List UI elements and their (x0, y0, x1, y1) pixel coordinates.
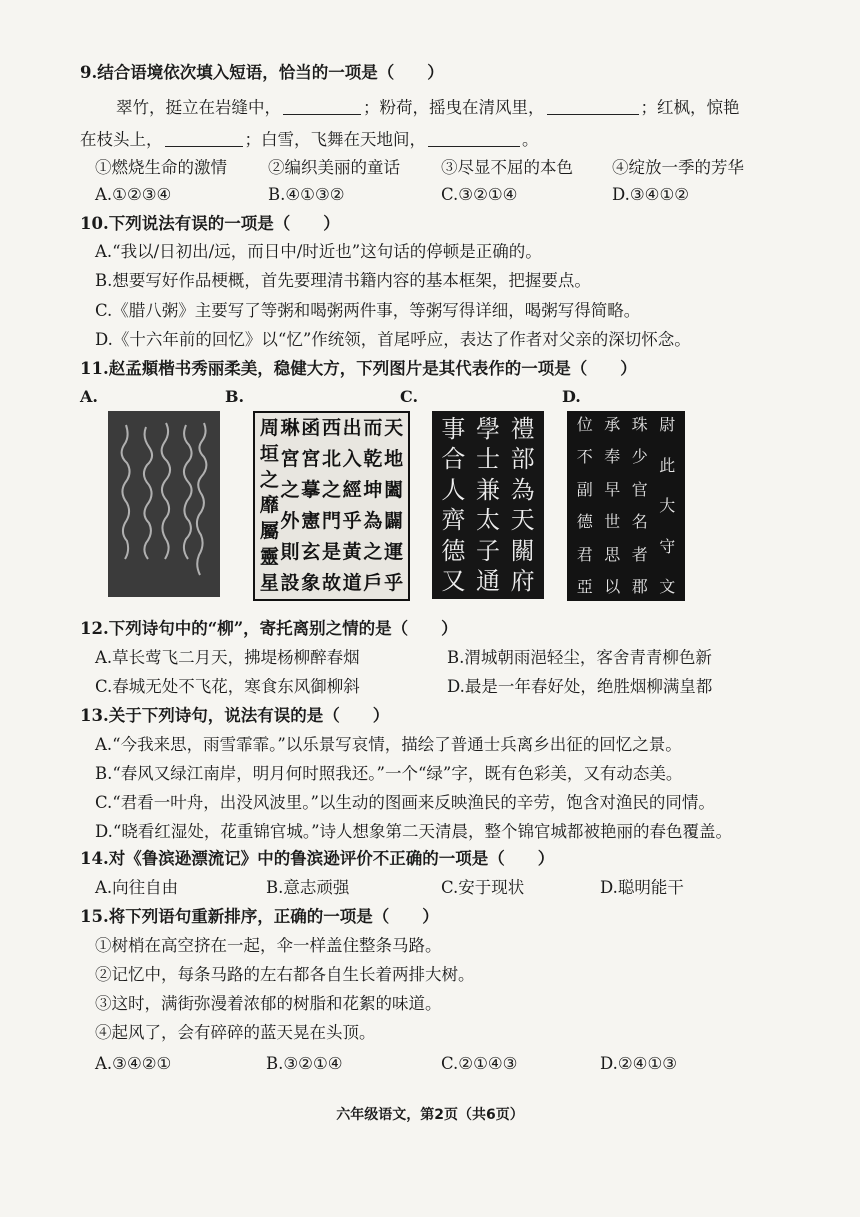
q14-option-c[interactable]: C.安于现状 (441, 878, 525, 897)
calligraphy-image-a[interactable] (108, 411, 220, 597)
q9-blank-3[interactable] (165, 130, 243, 147)
image-b-column-4: 西 北 之 門 是 故 (321, 417, 341, 594)
q14-option-a[interactable]: A.向往自由 (95, 878, 179, 897)
cursive-script-strokes (112, 417, 216, 591)
q9-blank-1[interactable] (283, 98, 361, 115)
page-footer: 六年级语文，第2页（共6页） (336, 1107, 524, 1123)
image-b-column-6: 琳 宮 之 外 則 設 (280, 417, 300, 594)
q11-label-d[interactable]: D. (562, 387, 581, 406)
image-c-column-1: 禮 部 為 天 關 府 (510, 415, 535, 595)
q9-context-part4: 在枝头上， (80, 130, 163, 149)
image-b-column-2: 而 乾 坤 為 之 戶 (363, 417, 383, 594)
q9-blank-2[interactable] (547, 98, 639, 115)
q10-option-b[interactable]: B.想要写好作品梗概，首先要理清书籍内容的基本框架，把握要点。 (95, 271, 591, 290)
image-b-column-1: 天 地 闔 闢 運 乎 (384, 417, 404, 594)
q15-sentence-4: ④起风了，会有碎碎的蓝天晃在头顶。 (95, 1023, 376, 1042)
q9-context-part3: ；红枫，惊艳 (640, 98, 740, 117)
q9-option-c[interactable]: C.③②①④ (441, 185, 518, 204)
q9-context-part5: ；白雪，飞舞在天地间， (244, 130, 426, 149)
q11-label-c[interactable]: C. (400, 387, 419, 406)
q15-sentence-3: ③这时，满街弥漫着浓郁的树脂和花絮的味道。 (95, 994, 442, 1013)
q9-blank-4[interactable] (428, 130, 520, 147)
q11-stem: 11.赵孟頫楷书秀丽柔美，稳健大方，下列图片是其代表作的一项是（ ） (80, 359, 637, 378)
q14-stem: 14.对《鲁滨逊漂流记》中的鲁滨逊评价不正确的一项是（ ） (80, 849, 555, 868)
image-b-column-5: 函 宮 摹 憲 玄 象 (301, 417, 321, 594)
q14-option-d[interactable]: D.聪明能干 (600, 878, 684, 897)
q12-option-d[interactable]: D.最是一年春好处，绝胜烟柳满皇都 (447, 677, 713, 696)
q9-option-b[interactable]: B.④①③② (268, 185, 345, 204)
q12-option-b[interactable]: B.渭城朝雨浥轻尘，客舍青青柳色新 (447, 648, 712, 667)
image-d-column-4: 位 不 副 德 君 亞 (576, 415, 593, 596)
q13-option-d[interactable]: D.“晓看红湿处，花重锦官城。”诗人想象第二天清晨，整个锦官城都被艳丽的春色覆盖。 (95, 822, 733, 841)
q10-option-c[interactable]: C.《腊八粥》主要写了等粥和喝粥两件事，等粥写得详细，喝粥写得简略。 (95, 301, 641, 320)
q10-option-d[interactable]: D.《十六年前的回忆》以“忆”作统领，首尾呼应，表达了作者对父亲的深切怀念。 (95, 330, 691, 349)
q11-label-b[interactable]: B. (225, 387, 245, 406)
image-b-column-3: 出 入 經 乎 黃 道 (342, 417, 362, 594)
q15-option-b[interactable]: B.③②①④ (266, 1054, 343, 1073)
q9-context-part1: 翠竹，挺立在岩缝中， (116, 98, 281, 117)
q9-phrase-4: ④绽放一季的芳华 (612, 158, 744, 177)
q14-option-b[interactable]: B.意志顽强 (266, 878, 350, 897)
calligraphy-image-b[interactable] (253, 411, 410, 601)
q9-option-d[interactable]: D.③④①② (612, 185, 690, 204)
q9-phrase-2: ②编织美丽的童话 (268, 158, 400, 177)
q11-label-a[interactable]: A. (80, 387, 98, 406)
calligraphy-image-c[interactable] (432, 411, 544, 599)
q15-option-c[interactable]: C.②①④③ (441, 1054, 518, 1073)
image-d-column-2: 珠 少 官 名 者 郡 (631, 415, 648, 596)
q9-context-part2: ；粉荷，摇曳在清风里， (363, 98, 545, 117)
image-b-column-7: 周 垣 之 靡 屬 靈 星 (259, 417, 279, 594)
image-c-column-3: 事 合 人 齊 德 又 (441, 415, 466, 595)
q13-option-c[interactable]: C.“君看一叶舟，出没风波里。”以生动的图画来反映渔民的辛劳，饱含对渔民的同情。 (95, 793, 715, 812)
q12-option-a[interactable]: A.草长莺飞二月天，拂堤杨柳醉春烟 (95, 648, 360, 667)
q13-option-b[interactable]: B.“春风又绿江南岸，明月何时照我还。”一个“绿”字，既有色彩美，又有动态美。 (95, 764, 683, 783)
q12-stem: 12.下列诗句中的“柳”，寄托离别之情的是（ ） (80, 619, 458, 638)
q15-option-d[interactable]: D.②④①③ (600, 1054, 678, 1073)
q13-stem: 13.关于下列诗句，说法有误的是（ ） (80, 706, 390, 725)
q10-option-a[interactable]: A.“我以/日初出/远，而日中/时近也”这句话的停顿是正确的。 (95, 242, 542, 261)
image-d-column-3: 承 奉 早 世 思 以 (604, 415, 621, 596)
q9-option-a[interactable]: A.①②③④ (95, 185, 172, 204)
calligraphy-image-d[interactable] (567, 411, 685, 601)
q9-stem: 9.结合语境依次填入短语，恰当的一项是（ ） (80, 63, 444, 82)
q15-sentence-1: ①树梢在高空挤在一起，伞一样盖住整条马路。 (95, 936, 442, 955)
q9-phrase-3: ③尽显不屈的本色 (441, 158, 573, 177)
q9-context-part6: 。 (522, 130, 539, 149)
q9-context-line1 (116, 97, 740, 121)
image-c-column-2: 學 士 兼 太 子 通 (475, 415, 500, 595)
q15-sentence-2: ②记忆中，每条马路的左右都各自生长着两排大树。 (95, 965, 475, 984)
q12-option-c[interactable]: C.春城无处不飞花，寒食东风御柳斜 (95, 677, 360, 696)
q9-context-line2 (80, 129, 539, 153)
q10-stem: 10.下列说法有误的一项是（ ） (80, 214, 340, 233)
q15-option-a[interactable]: A.③④②① (95, 1054, 172, 1073)
q13-option-a[interactable]: A.“今我来思，雨雪霏霏。”以乐景写哀情，描绘了普通士兵离乡出征的回忆之景。 (95, 735, 682, 754)
image-d-column-1: 尉 此 大 守 文 (659, 415, 676, 596)
q9-phrase-1: ①燃烧生命的激情 (95, 158, 227, 177)
q15-stem: 15.将下列语句重新排序，正确的一项是（ ） (80, 907, 439, 926)
